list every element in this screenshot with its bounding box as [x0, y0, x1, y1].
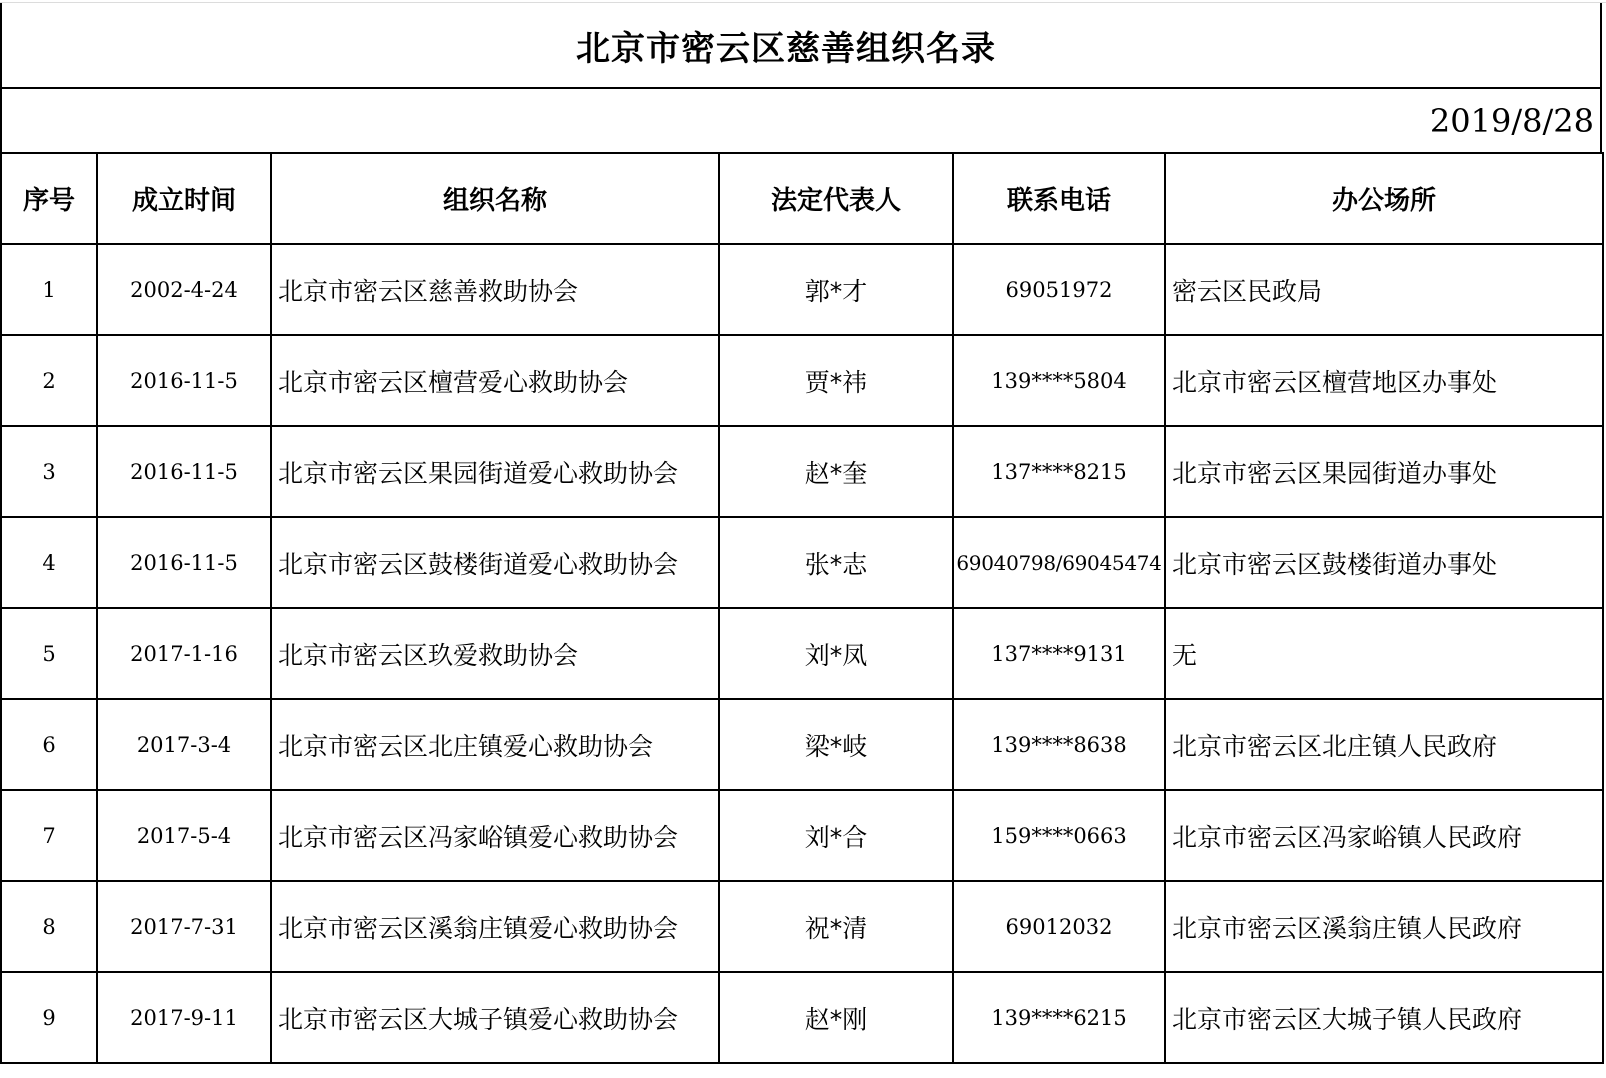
cell-representative: 赵*刚 [719, 972, 953, 1063]
table-row [1, 608, 1603, 699]
cell-index: 4 [1, 517, 97, 608]
cell-phone: 69040798/69045474 [953, 517, 1165, 608]
cell-phone: 139****5804 [953, 335, 1165, 426]
cell-index: 9 [1, 972, 97, 1063]
date-row [0, 89, 1602, 154]
cell-index: 6 [1, 699, 97, 790]
cell-org-name: 北京市密云区檀营爱心救助协会 [271, 335, 719, 426]
table-row [1, 517, 1603, 608]
cell-office: 密云区民政局 [1165, 244, 1603, 335]
cell-index: 1 [1, 244, 97, 335]
table-row [1, 244, 1603, 335]
cell-index: 8 [1, 881, 97, 972]
table-row [1, 426, 1603, 517]
table-row [1, 881, 1603, 972]
cell-founded: 2017-9-11 [97, 972, 271, 1063]
cell-index: 3 [1, 426, 97, 517]
cell-founded: 2016-11-5 [97, 517, 271, 608]
cell-founded: 2017-5-4 [97, 790, 271, 881]
cell-org-name: 北京市密云区大城子镇爱心救助协会 [271, 972, 719, 1063]
cell-office: 北京市密云区大城子镇人民政府 [1165, 972, 1603, 1063]
table-row [1, 972, 1603, 1063]
cell-office: 北京市密云区鼓楼街道办事处 [1165, 517, 1603, 608]
cell-org-name: 北京市密云区冯家峪镇爱心救助协会 [271, 790, 719, 881]
cell-org-name: 北京市密云区果园街道爱心救助协会 [271, 426, 719, 517]
cell-representative: 梁*岐 [719, 699, 953, 790]
cell-representative: 刘*合 [719, 790, 953, 881]
header-office: 办公场所 [1165, 153, 1603, 244]
cell-org-name: 北京市密云区慈善救助协会 [271, 244, 719, 335]
cell-phone: 159****0663 [953, 790, 1165, 881]
cell-office: 北京市密云区冯家峪镇人民政府 [1165, 790, 1603, 881]
header-index: 序号 [1, 153, 97, 244]
cell-founded: 2016-11-5 [97, 426, 271, 517]
cell-founded: 2002-4-24 [97, 244, 271, 335]
cell-office: 北京市密云区溪翁庄镇人民政府 [1165, 881, 1603, 972]
cell-org-name: 北京市密云区溪翁庄镇爱心救助协会 [271, 881, 719, 972]
cell-index: 2 [1, 335, 97, 426]
cell-phone: 139****8638 [953, 699, 1165, 790]
cell-founded: 2016-11-5 [97, 335, 271, 426]
cell-phone: 69012032 [953, 881, 1165, 972]
table-row [1, 335, 1603, 426]
cell-representative: 赵*奎 [719, 426, 953, 517]
header-founded: 成立时间 [97, 153, 271, 244]
list-date: 2019/8/28 [1429, 101, 1594, 140]
table-header-row [1, 153, 1603, 244]
cell-founded: 2017-3-4 [97, 699, 271, 790]
cell-phone: 139****6215 [953, 972, 1165, 1063]
cell-org-name: 北京市密云区鼓楼街道爱心救助协会 [271, 517, 719, 608]
header-representative: 法定代表人 [719, 153, 953, 244]
cell-phone: 137****9131 [953, 608, 1165, 699]
cell-phone: 137****8215 [953, 426, 1165, 517]
cell-representative: 贾*祎 [719, 335, 953, 426]
cell-org-name: 北京市密云区北庄镇爱心救助协会 [271, 699, 719, 790]
page-title: 北京市密云区慈善组织名录 [576, 28, 996, 69]
table-row [1, 790, 1603, 881]
header-phone: 联系电话 [953, 153, 1165, 244]
cell-office: 北京市密云区北庄镇人民政府 [1165, 699, 1603, 790]
organization-table [0, 152, 1604, 1064]
cell-founded: 2017-7-31 [97, 881, 271, 972]
table-row [1, 699, 1603, 790]
cell-representative: 刘*凤 [719, 608, 953, 699]
title-row [0, 3, 1602, 89]
cell-representative: 张*志 [719, 517, 953, 608]
cell-representative: 祝*清 [719, 881, 953, 972]
cell-office: 北京市密云区果园街道办事处 [1165, 426, 1603, 517]
cell-phone: 69051972 [953, 244, 1165, 335]
cell-index: 7 [1, 790, 97, 881]
cell-index: 5 [1, 608, 97, 699]
cell-founded: 2017-1-16 [97, 608, 271, 699]
cell-office: 北京市密云区檀营地区办事处 [1165, 335, 1603, 426]
cell-office: 无 [1165, 608, 1603, 699]
cell-representative: 郭*才 [719, 244, 953, 335]
cell-org-name: 北京市密云区玖爱救助协会 [271, 608, 719, 699]
header-org-name: 组织名称 [271, 153, 719, 244]
